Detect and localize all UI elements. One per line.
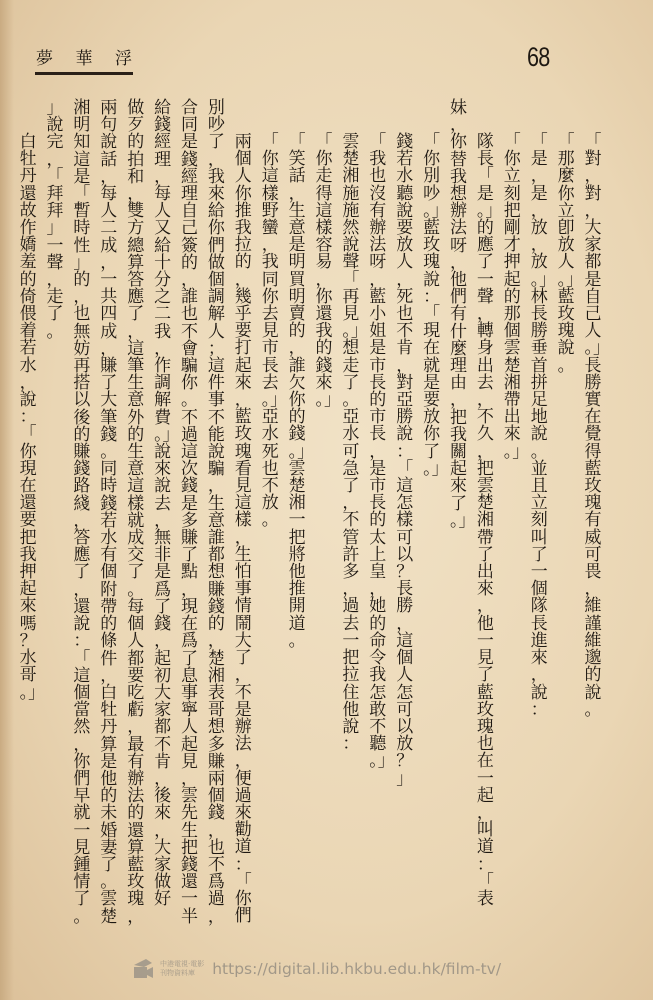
running-title-char: 夢 bbox=[36, 49, 53, 69]
text-column: 兩句說話，每人二成，一共四成，賺了大筆錢。同時錢若水有個附帶的條件，白牡丹算是他的未婚妻了。雲楚 bbox=[100, 98, 118, 927]
text-column: 「笑話，生意是明買明賣的，誰欠你的錢。」雲楚湘一把將他推開道。 bbox=[288, 132, 306, 651]
text-column: 別吵了，我來給你們做個調解人；這件事不能說騙，生意誰都想賺錢的，楚湘表哥想多賺兩個錢，也不爲過， bbox=[207, 98, 225, 927]
watermark-org-line: 刊物資料庫 bbox=[160, 969, 195, 977]
text-column: 「你立刻把剛才押起的那個雲楚湘帶出來。」 bbox=[503, 132, 530, 462]
text-column: 白牡丹還故作嬌羞的倚偎着若水，說：「你現在還要把我押起來嗎？水哥。」 bbox=[19, 132, 46, 703]
text-column: 」說完，「拜拜」一聲，走了。 bbox=[46, 98, 64, 342]
text-column: 「你別吵。」藍玫瑰說：「現在就是要放你了。」 bbox=[423, 132, 449, 479]
watermark bbox=[132, 952, 501, 986]
text-column: 合同是錢經理自己簽的，誰也不會騙你。不過這次錢是多賺了點，現在爲了息事寧人起見，雲先生把錢還一半 bbox=[181, 98, 198, 927]
running-title-char: 浮 bbox=[115, 49, 132, 69]
text-column: 「是，是，放，放。」林長勝垂首拼足地說。並且立刻叫了一個隊長進來，說： bbox=[530, 132, 548, 720]
text-column: 「那麼你立卽放人。」藍玫瑰說。 bbox=[557, 132, 575, 376]
text-column: 「你走得這樣容易，你還我的錢來。」 bbox=[315, 132, 341, 411]
text-column: 「你這樣野蠻，我同你去見市長去。」亞水死也不放。 bbox=[261, 132, 279, 531]
page-number: 68 bbox=[527, 42, 550, 72]
text-column: 給錢經理，每人又給十分之二我，作調解費。」說來說去，無非是爲了錢，起初大家都不肯，後來，大家做好 bbox=[154, 98, 172, 910]
watermark-organization bbox=[160, 960, 204, 978]
text-column: 雲楚湘施施然說聲「再見。」想走了。亞水可急了，不管許多，過去一把拉住他說： bbox=[342, 132, 360, 755]
text-column: 隊長「是。」的應了一聲，轉身出去，不久，把雲楚湘帶了出來，他一見了藍玫瑰也在一起，叫道：「表 bbox=[476, 132, 494, 909]
text-column: 妹，你替我想辦法呀，他們有什麼理由，把我關起來了。」 bbox=[450, 98, 476, 531]
running-title-char: 華 bbox=[75, 49, 93, 69]
film-camera-logo-icon bbox=[132, 957, 154, 981]
text-column: 湘明知這是「暫時性」的，也無妨再搭以後的賺錢路綫，答應了，還說：「這個當然，你們早就一見鍾情了。 bbox=[73, 98, 91, 927]
text-column: 兩個人你推我拉的，幾乎要打起來，藍玫瑰看見這樣，生怕事情鬧大了，不是辦法，便過來勸道：「你們 bbox=[234, 132, 252, 927]
watermark-url: https://digital.lib.hkbu.edu.hk/film-tv/ bbox=[212, 960, 502, 978]
text-column: 「我也沒有辦法呀，藍小姐是市長的市長，是市長的太上皇，她的命令我怎敢不聽。」 bbox=[369, 132, 395, 772]
text-column: 錢若水聽說要放人，死也不肯，對亞勝說：「這怎樣可以？長勝，這個人怎可以放？」 bbox=[396, 132, 414, 789]
text-column: 做歹的拍和，雙方總算答應了，這筆生意外的生意這樣就成交了。每個人都要吃虧，最有辦法的還算藍玫瑰， bbox=[127, 98, 145, 927]
watermark-org-line: 中港電視‧電影 bbox=[160, 960, 205, 968]
text-column: 「對，對，大家都是自己人。」長勝實在覺得藍玫瑰有威可畏，維謹維邈的說。 bbox=[584, 132, 602, 720]
